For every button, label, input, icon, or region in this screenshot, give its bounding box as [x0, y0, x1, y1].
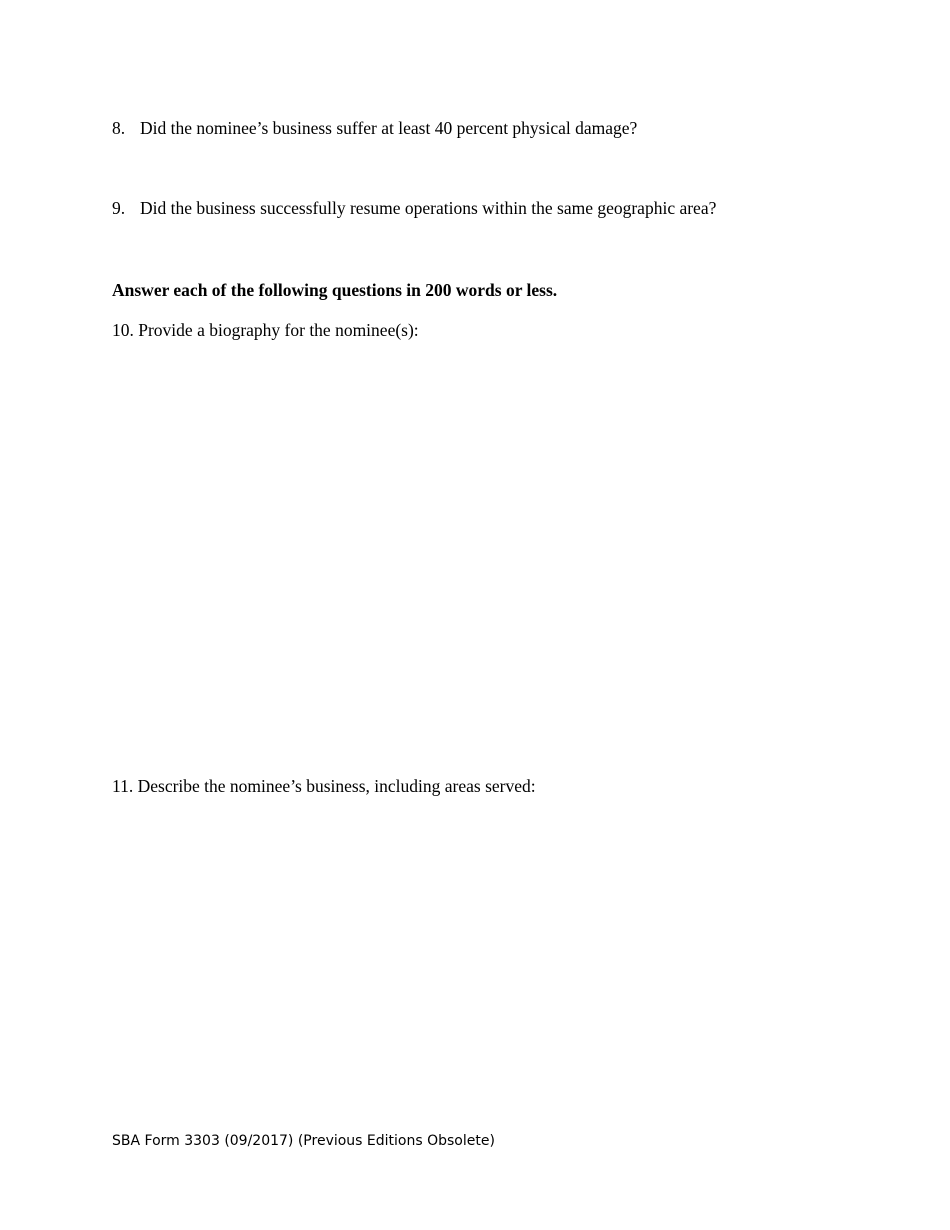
question-number: 10.: [112, 320, 134, 340]
question-text: Did the business successfully resume operations within the same geographic area?: [140, 198, 717, 218]
question-9: [112, 198, 716, 218]
question-number: 8.: [112, 118, 126, 138]
instruction-heading: Answer each of the following questions in 200 words or less.: [112, 280, 558, 300]
question-10: [112, 320, 419, 340]
question-text: Provide a biography for the nominee(s):: [138, 320, 419, 340]
question-text: Did the nominee’s business suffer at least 40 percent physical damage?: [140, 118, 638, 138]
question-number: 11.: [112, 776, 134, 796]
question-text: Describe the nominee’s business, including areas served:: [137, 776, 536, 796]
question-11: [112, 776, 536, 796]
form-footer: SBA Form 3303 (09/2017) (Previous Editions Obsolete): [112, 1133, 495, 1149]
question-number: 9.: [112, 198, 126, 218]
question-8: [112, 118, 637, 138]
